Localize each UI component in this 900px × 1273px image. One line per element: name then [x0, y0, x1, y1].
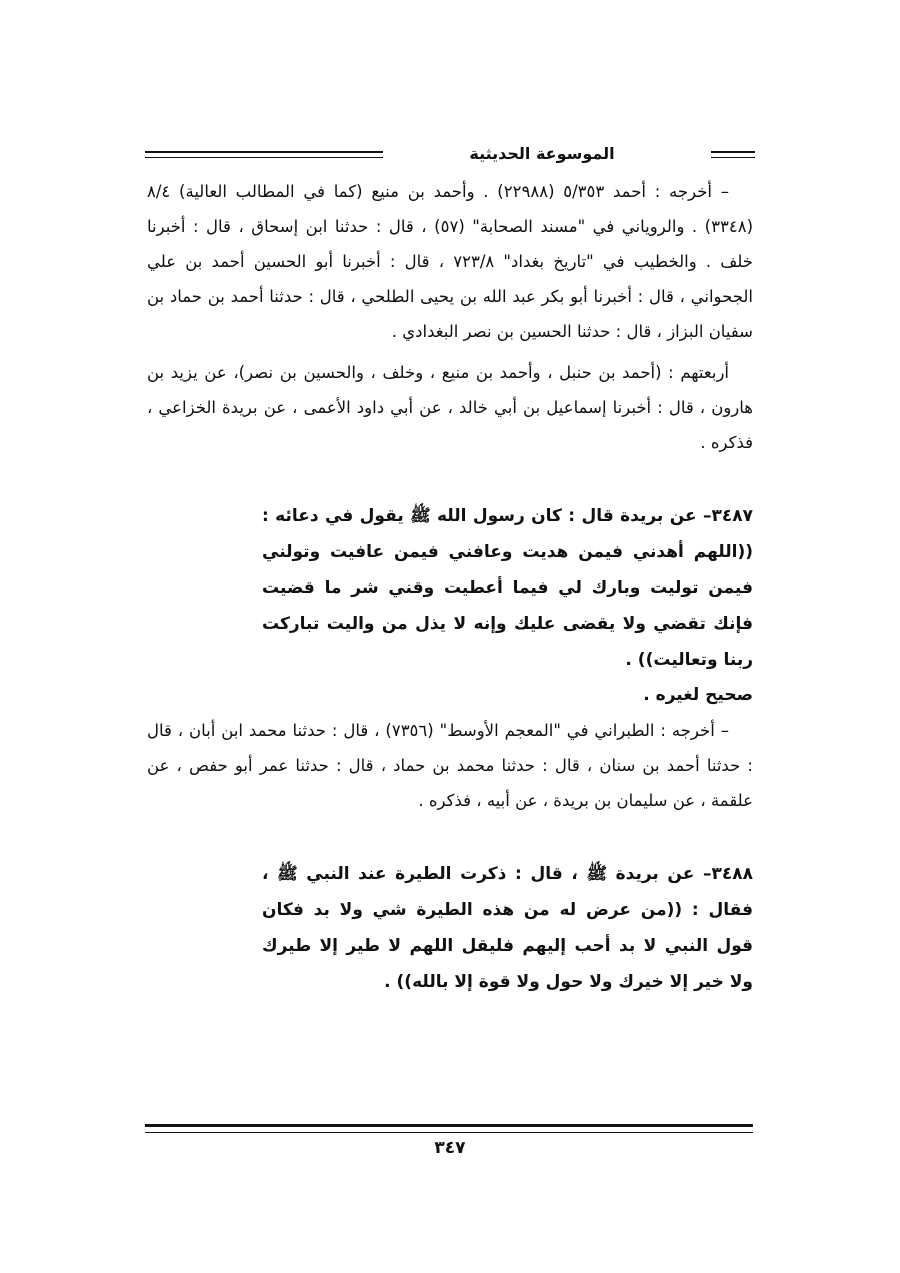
page-body [147, 174, 753, 1000]
footer-rule [145, 1124, 753, 1133]
takhrij-summary-paragraph: أربعتهم : (أحمد بن حنبل ، وأحمد بن منيع ، وخلف ، والحسين بن نصر)، عن يزيد بن هارون ، قال : أخبرنا إسماعيل بن أبي خالد ، عن أبي داود الأعمى ، عن بريدة الخزاعي ، فذكره . [147, 363, 753, 452]
page-number: ٣٤٧ [434, 1138, 466, 1158]
page-title: الموسوعة الحديثية [469, 144, 615, 163]
hadith-3487-takhrij: – أخرجه : الطبراني في "المعجم الأوسط" (٧٣٥٦) ، قال : حدثنا محمد ابن أبان ، قال : حدثنا أحمد بن سنان ، قال : حدثنا محمد بن حماد ، قال : حدثنا عمر أبو حفص ، عن علقمة ، عن سليمان بن بريدة ، عن أبيه ، فذكره . [147, 721, 753, 810]
hadith-3488-text: ٣٤٨٨– عن بريدة ﷺ ، قال : ذكرت الطيرة عند النبي ﷺ ، فقال : ((من عرض له من هذه الطيرة شي ولا بد فكان قول النبي لا بد أحب إليهم فليقل اللهم لا طير إلا طيرك ولا خير إلا خيرك ولا حول ولا قوة إلا بالله)) . [262, 864, 753, 992]
header-rule-right [711, 151, 755, 158]
hadith-3487-text: ٣٤٨٧– عن بريدة قال : كان رسول الله ﷺ يقول في دعائه : ((اللهم أهدني فيمن هديت وعافني فيمن عافيت وتولني فيمن توليت وبارك لي فيما أعطيت وقني شر ما قضيت فإنك تقضي ولا يقضى عليك وإنه لا يذل من واليت تباركت ربنا وتعاليت)) . [262, 506, 753, 670]
takhrij-paragraph: – أخرجه : أحمد ٥/٣٥٣ (٢٢٩٨٨) . وأحمد بن منيع (كما في المطالب العالية) ٨/٤ (٣٣٤٨) . والروياني في "مسند الصحابة" (٥٧) ، قال : حدثنا ابن إسحاق ، قال : أخبرنا خلف . والخطيب في "تاريخ بغداد" ٧٢٣/٨ ، قال : أخبرنا أبو الحسين أحمد بن علي الجحواني ، قال : أخبرنا أبو بكر عبد الله بن يحيى الطلحي ، قال : حدثنا أحمد بن حماد بن سفيان البزاز ، قال : حدثنا الحسين بن نصر البغدادي . [147, 182, 753, 341]
running-header [145, 143, 755, 169]
header-rule-left [145, 151, 383, 158]
hadith-3487-grade: صحيح لغيره . [643, 685, 753, 705]
